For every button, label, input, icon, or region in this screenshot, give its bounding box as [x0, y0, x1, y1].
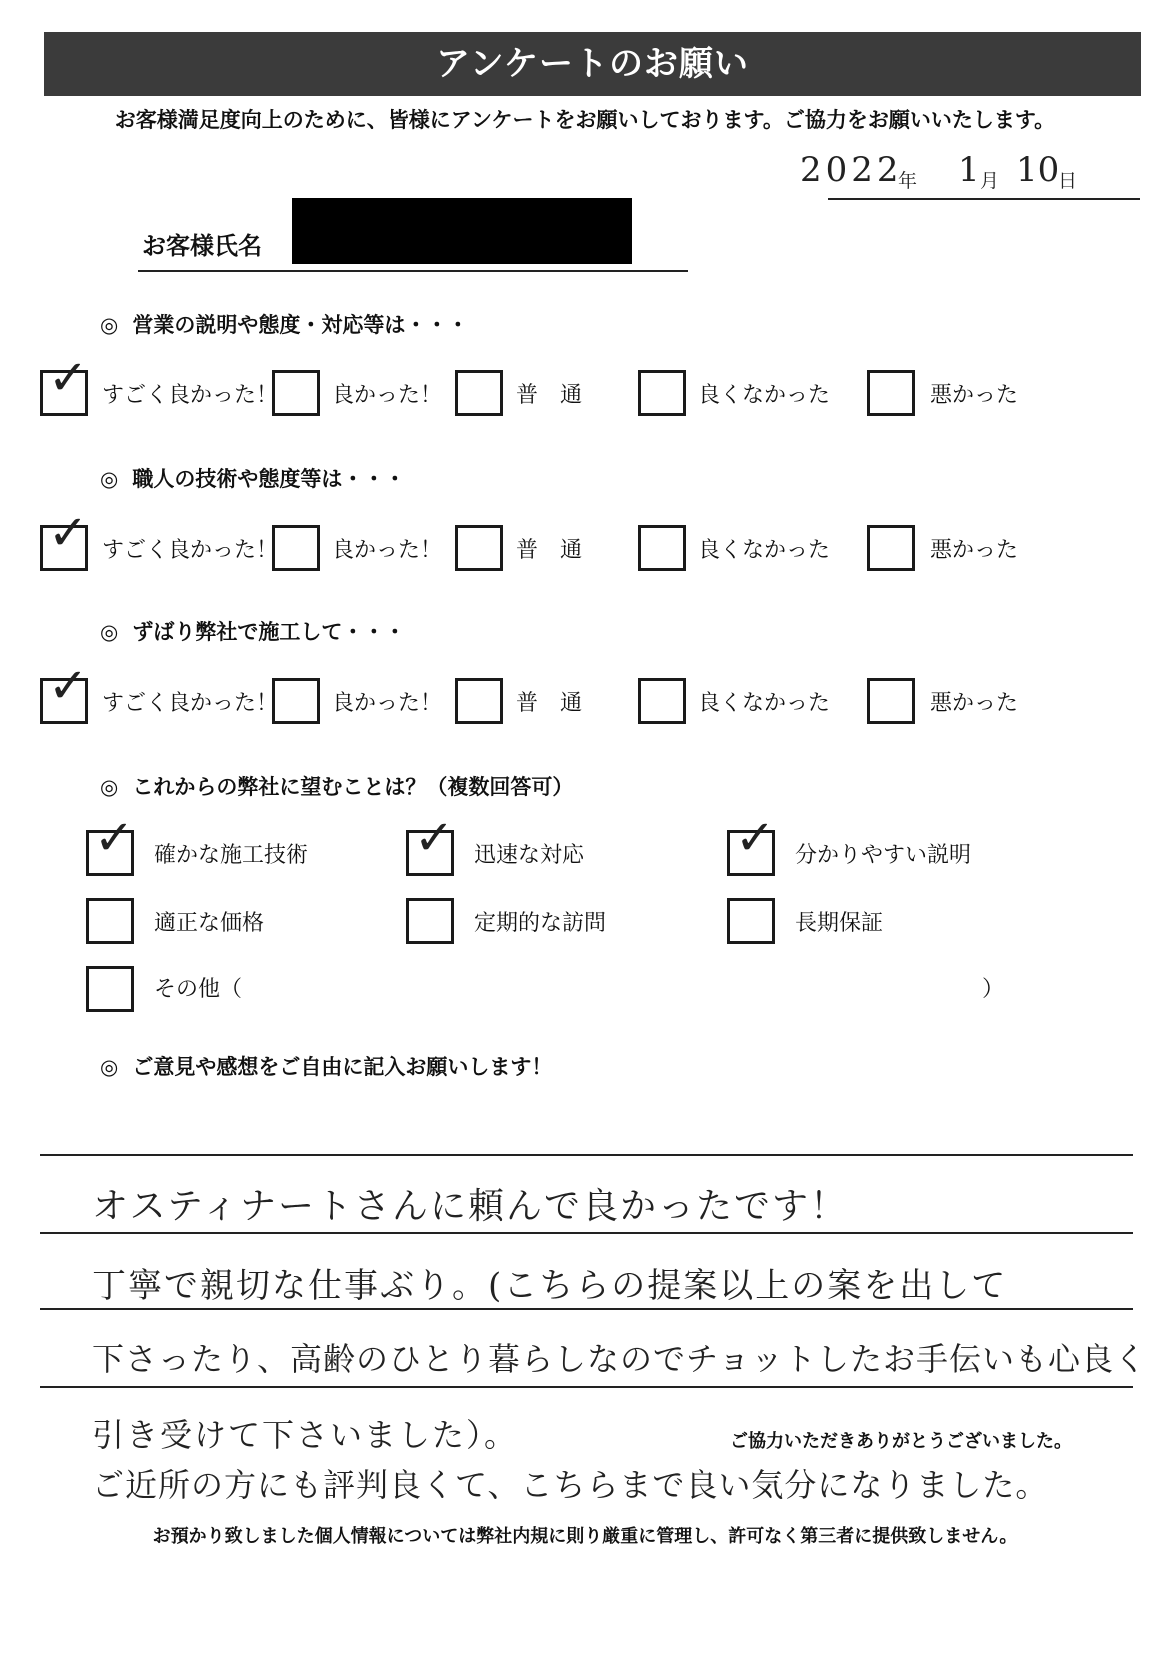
rating-checkbox[interactable] [867, 370, 915, 416]
double-circle-icon: ◎ [100, 313, 119, 337]
date-month-unit: 月 [980, 170, 1000, 192]
wish-checkbox[interactable] [406, 898, 454, 944]
question-heading [100, 616, 405, 646]
double-circle-icon: ◎ [100, 775, 119, 799]
double-circle-icon: ◎ [100, 620, 119, 644]
rating-checkbox[interactable] [638, 370, 686, 416]
wish-checkbox[interactable] [86, 898, 134, 944]
rating-option-label: すごく良かった！ [102, 538, 279, 563]
rating-checkbox[interactable] [638, 525, 686, 571]
customer-name-label: お客様氏名 [142, 232, 262, 260]
rating-option-label: 普 通 [516, 691, 583, 716]
question-heading-text: 営業の説明や態度・対応等は・・・ [132, 313, 469, 337]
checkbox-other[interactable] [86, 966, 134, 1012]
comment-rule [40, 1308, 1133, 1310]
rating-checkbox[interactable] [272, 678, 320, 724]
comment-line: 丁寧で親切な仕事ぶり。(こちらの提案以上の案を出して [92, 1266, 1008, 1306]
check-mark-icon: ✓ [48, 350, 89, 406]
comment-line: 下さったり、高齢のひとり暮らしなのでチョットしたお手伝いも心良く [92, 1340, 1148, 1378]
wish-option-label: 確かな施工技術 [154, 843, 309, 868]
rating-option-label: 良かった！ [332, 538, 443, 563]
rating-checkbox[interactable] [867, 525, 915, 571]
rating-checkbox[interactable] [638, 678, 686, 724]
rating-checkbox[interactable] [272, 370, 320, 416]
check-mark-icon: ✓ [94, 810, 135, 866]
customer-name-redacted [292, 198, 632, 264]
rating-option-label: 普 通 [516, 538, 583, 563]
rating-option-label: 良くなかった [698, 538, 831, 563]
date-underline [828, 198, 1140, 200]
rating-option-label: 良くなかった [698, 691, 831, 716]
page-title: アンケートのお願い [44, 32, 1141, 96]
question-heading-text: 職人の技術や態度等は・・・ [132, 467, 406, 491]
thanks-text: ご協力いただきありがとうございました。 [730, 1431, 1072, 1452]
privacy-notice: お預かり致しました個人情報については弊社内規に則り厳重に管理し、許可なく第三者に提供致しません。 [152, 1526, 1018, 1547]
check-mark-icon: ✓ [735, 810, 776, 866]
check-mark-icon: ✓ [48, 505, 89, 561]
rating-option-label: 良くなかった [698, 383, 831, 408]
comment-line: ご近所の方にも評判良くて、こちらまで良い気分になりました。 [92, 1466, 1049, 1504]
rating-option-label: 良かった！ [332, 691, 443, 716]
comment-rule [40, 1154, 1133, 1156]
rating-checkbox[interactable] [272, 525, 320, 571]
wish-option-label: 定期的な訪問 [474, 911, 607, 936]
date-day: 10 [1016, 150, 1060, 190]
name-underline [138, 270, 688, 272]
wishes-heading-text: これからの弊社に望むことは？（複数回答可） [132, 775, 574, 799]
question-heading-text: ずばり弊社で施工して・・・ [132, 620, 406, 644]
check-mark-icon: ✓ [48, 658, 89, 714]
rating-checkbox[interactable] [455, 370, 503, 416]
wish-option-label: 適正な価格 [154, 911, 265, 936]
comment-rule [40, 1232, 1133, 1234]
rating-checkbox[interactable] [455, 678, 503, 724]
intro-text: お客様満足度向上のために、皆様にアンケートをお願いしております。ご協力をお願いいたします。 [114, 108, 1056, 132]
date-year-unit: 年 [898, 170, 918, 192]
rating-option-label: すごく良かった！ [102, 691, 279, 716]
rating-option-label: 悪かった [930, 691, 1019, 716]
rating-checkbox[interactable] [455, 525, 503, 571]
double-circle-icon: ◎ [100, 1055, 119, 1079]
wishes-heading [100, 771, 573, 801]
rating-option-label: すごく良かった！ [102, 383, 279, 408]
date-month: 1 [958, 150, 980, 190]
rating-checkbox[interactable] [867, 678, 915, 724]
comment-line: 引き受けて下さいました）。 [92, 1416, 519, 1454]
rating-option-label: 悪かった [930, 538, 1019, 563]
rating-option-label: 良かった！ [332, 383, 443, 408]
rating-option-label: 悪かった [930, 383, 1019, 408]
comment-line: オスティナートさんに頼んで良かったです！ [92, 1186, 849, 1227]
comment-rule [40, 1386, 1133, 1388]
wish-option-label: 分かりやすい説明 [795, 843, 972, 868]
question-heading [100, 463, 405, 493]
double-circle-icon: ◎ [100, 467, 119, 491]
comments-heading-text: ご意見や感想をご自由に記入お願いします！ [132, 1055, 553, 1079]
question-heading [100, 309, 468, 339]
check-mark-icon: ✓ [414, 810, 455, 866]
comments-heading [100, 1051, 552, 1081]
option-other-close: ） [982, 977, 1005, 1002]
date-day-unit: 日 [1058, 170, 1078, 192]
wish-option-label: 迅速な対応 [474, 843, 585, 868]
wish-checkbox[interactable] [727, 898, 775, 944]
wish-option-label: 長期保証 [795, 911, 884, 936]
rating-option-label: 普 通 [516, 383, 583, 408]
option-other-label: その他（ [154, 977, 243, 1002]
date-year: 2022 [800, 150, 903, 190]
